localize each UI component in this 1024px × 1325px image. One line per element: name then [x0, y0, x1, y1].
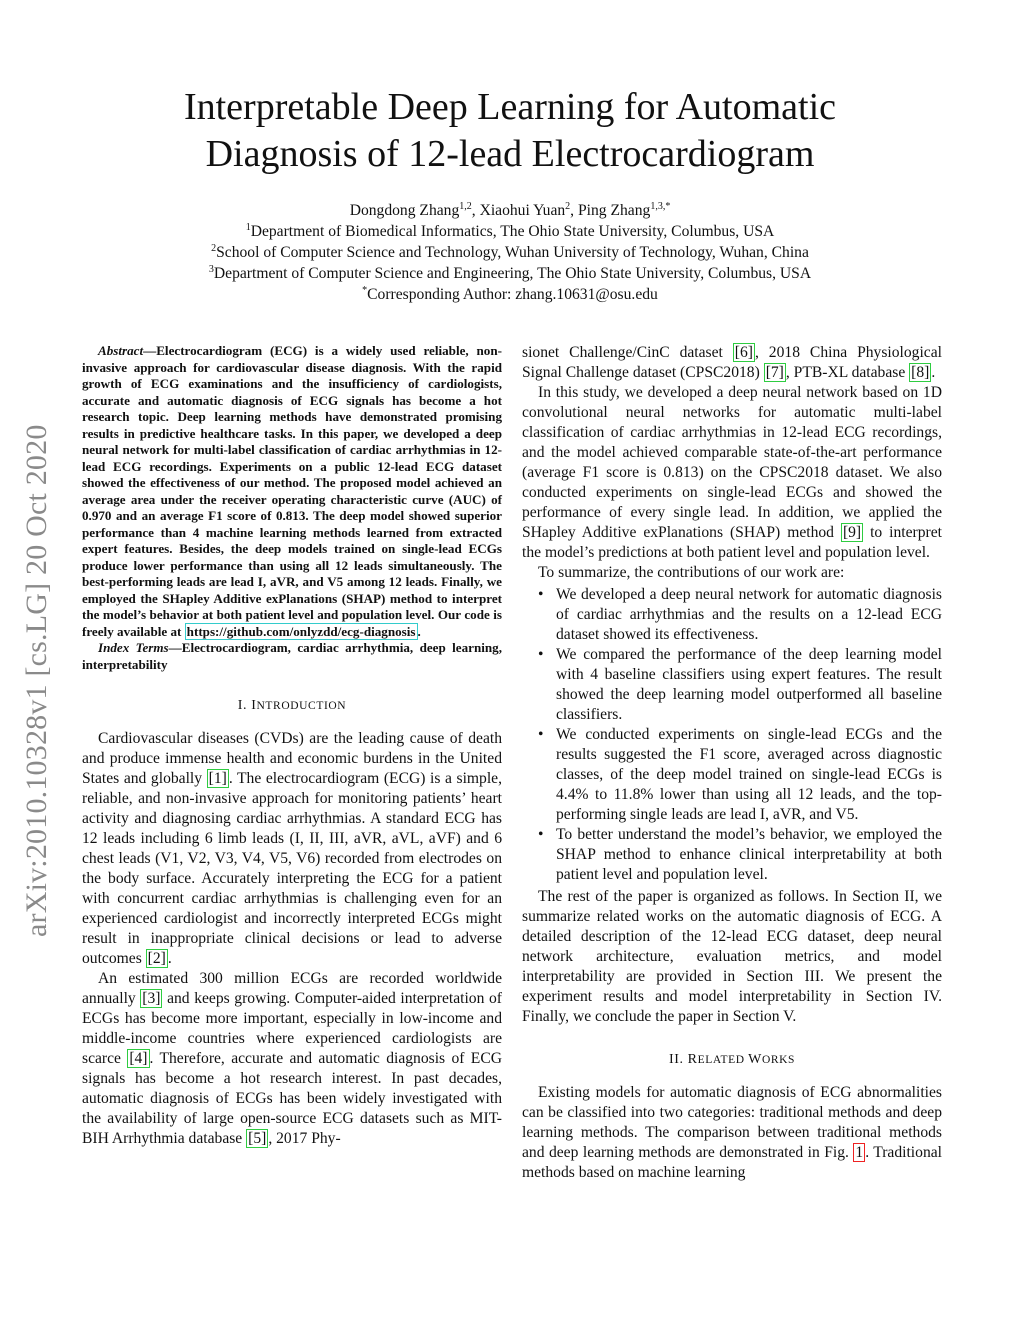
citation-link[interactable]: [3]: [142, 990, 161, 1007]
bullet-icon: •: [538, 646, 544, 663]
text-run: , PTB-XL database: [785, 364, 910, 381]
author-1-sup: 1,2: [459, 200, 472, 212]
title-line-1: Interpretable Deep Learning for Automatic: [183, 86, 837, 128]
intro-paragraph-2-continued: [522, 343, 942, 383]
author-2-sup: 2: [565, 200, 571, 212]
code-repository-link[interactable]: https://github.com/onlyzdd/ecg-diagnosis: [186, 623, 416, 639]
text-run: , 2018 China Physiological Signal Challenge dataset (CPSC2018): [522, 344, 942, 381]
text-run: An estimated 300 million ECGs are recorded worldwide annually: [82, 970, 502, 1007]
citation-link[interactable]: [6]: [734, 344, 753, 361]
citation-link[interactable]: [5]: [248, 1130, 267, 1147]
text-run: to interpret the model’s predictions at both patient level and population level.: [522, 524, 942, 561]
affiliation-1: [110, 221, 910, 242]
affiliation-2-sup: 2: [211, 242, 217, 254]
related-works-paragraph: [522, 1083, 942, 1183]
bullet-icon: •: [538, 726, 544, 743]
text-run: . Traditional methods based on machine learning: [522, 1144, 942, 1181]
affiliation-3-text: Department of Computer Science and Engineering, The Ohio State University, Columbus, USA: [213, 265, 812, 282]
affiliation-2: [110, 242, 910, 263]
title-line-2: Diagnosis of 12-lead Electrocardiogram: [205, 133, 815, 175]
list-item: [522, 645, 942, 725]
affiliation-3-sup: 3: [208, 263, 214, 275]
affiliation-1-sup: 1: [245, 221, 251, 233]
index-terms-text: —Electrocardiogram, cardiac arrhythmia, deep learning, interpretability: [82, 640, 502, 672]
list-item-text: We conducted experiments on single-lead ECGs and the results suggested the F1 score, averaged across diagnostic classes, of the deep model trained on single-lead ECGs is 4.4% to 11.8% lower than using all 12 leads, and the top-performing single leads are lead I, aVR, and V5.: [556, 726, 942, 823]
list-item-text: To better understand the model’s behavior, we employed the SHAP method to enhance clinical interpretability at both patient level and population level.: [556, 826, 942, 883]
arxiv-identifier: arXiv:2010.10328v1 [cs.LG] 20 Oct 2020: [20, 424, 53, 937]
abstract: [82, 343, 502, 673]
corresponding-sup: *: [362, 284, 368, 296]
index-terms-label: Index Terms: [98, 640, 169, 655]
corresponding-text: Corresponding Author: zhang.10631@osu.edu: [367, 286, 658, 303]
citation-link[interactable]: [4]: [129, 1050, 148, 1067]
left-column: [82, 343, 502, 1149]
paper-organization-paragraph: The rest of the paper is organized as follows. In Section II, we summarize related works on the automatic diagnosis of ECG. A detailed description of the 12-lead ECG dataset, deep neural network architecture, evaluation metrics, and model interpretability are provided in Section III. We present the experiment results and model interpretability in Section IV. Finally, we conclude the paper in Section V.: [522, 888, 942, 1025]
section-heading-introduction: [82, 696, 502, 716]
text-run: sionet Challenge/CinC dataset: [522, 344, 733, 361]
list-item: [522, 725, 942, 825]
affiliation-1-text: Department of Biomedical Informatics, The Ohio State University, Columbus, USA: [250, 223, 775, 240]
paper-title: [110, 84, 910, 178]
bullet-icon: •: [538, 586, 544, 603]
related-heading-cap: W: [748, 1052, 762, 1067]
author-3-sup: 1,3,*: [650, 200, 671, 212]
affiliation-3: [110, 263, 910, 284]
text-run: Cardiovascular diseases (CVDs) are the leading cause of death and produce immense health and economic burdens in the United States and globally: [82, 730, 502, 787]
section-heading-related-works: [522, 1050, 942, 1070]
contributions-list: [522, 585, 942, 885]
right-column: [522, 343, 942, 1183]
author-3: Ping Zhang: [577, 202, 651, 219]
abstract-end: .: [417, 623, 421, 639]
bullet-icon: •: [538, 826, 544, 843]
text-run: . Therefore, accurate and automatic diagnosis of ECG signals has become a hot research interest. In past decades, automatic diagnosis of ECGs has been widely investigated with the availability of large open-source ECG datasets such as MIT-BIH Arrhythmia database: [82, 1050, 502, 1147]
text-run: In this study, we developed a deep neural network based on 1D convolutional neural networks for automatic multi-label classification of cardiac arrhythmias in 12-lead ECG recordings, and the model achieved comparable state-of-the-art performance (average F1 score is 0.813) on the CPSC2018 dataset. We also conducted experiments on single-lead ECGs and showed the performance of every single lead. In addition, we applied the SHapley Additive exPlanations (SHAP) method: [522, 384, 942, 541]
list-item: [522, 585, 942, 645]
abstract-paragraph: [82, 343, 502, 640]
citation-link[interactable]: [7]: [765, 364, 784, 381]
author-2: Xiaohui Yuan: [479, 202, 566, 219]
affiliation-2-text: School of Computer Science and Technology, Wuhan University of Technology, Wuhan, China: [216, 244, 809, 261]
author-names: Dongdong Zhang$^{1,2}$, Xiaohui Yuan$^2$, Ping Zhang$^{1,3,*}$: [349, 200, 671, 219]
citation-link[interactable]: [9]: [842, 524, 862, 541]
author-block: [110, 200, 910, 305]
citation-link[interactable]: [8]: [911, 364, 930, 381]
text-run: , 2017 Phy-: [268, 1130, 341, 1147]
text-run: . The electrocardiogram (ECG) is a simple, reliable, and non-invasive approach for monitoring patients’ heart activity and diagnosing cardiac arrhythmias. A standard ECG has 12 leads including 6 limb leads (I, II, III, aVR, aVL, aVF) and 6 chest leads (V1, V2, V3, V4, V5, V6) recorded from electrodes on the body surface. Accurately interpreting the ECG for a patient with concurrent cardiac arrhythmias is challenging even for an experienced cardiologist and incorrectly interpreted ECGs might result in inappropriate clinical decisions or lead to adverse outcomes: [82, 770, 502, 967]
contributions-intro: To summarize, the contributions of our work are:: [538, 564, 845, 581]
intro-paragraph-3: [522, 383, 942, 563]
text-run: .: [931, 364, 936, 381]
text-run: .: [167, 950, 172, 967]
related-heading-text-a: ELATED: [697, 1054, 749, 1066]
intro-heading-number: I. I: [237, 698, 257, 713]
related-heading-number: II. R: [668, 1052, 698, 1067]
related-heading-text-b: ORKS: [761, 1054, 796, 1066]
intro-paragraph-2: [82, 969, 502, 1149]
citation-link[interactable]: [2]: [147, 950, 166, 967]
author-1: Dongdong Zhang: [349, 202, 460, 219]
figure-reference-link[interactable]: 1: [855, 1144, 864, 1161]
list-item-text: We developed a deep neural network for automatic diagnosis of cardiac arrhythmias and the results on a 12-lead ECG dataset showed its effectiveness.: [556, 586, 942, 643]
text-run: and keeps growing. Computer-aided interpretation of ECGs has become more important, especially in low-income and middle-income countries where experienced cardiologists are scarce: [82, 990, 502, 1067]
citation-link[interactable]: [1]: [208, 770, 227, 787]
abstract-label: Abstract: [98, 343, 144, 358]
text-run: Existing models for automatic diagnosis of ECG abnormalities can be classified into two categories: traditional methods and deep learning methods. The comparison between traditional methods and deep learning methods are demonstrated in Fig.: [522, 1084, 942, 1161]
intro-heading-text: NTRODUCTION: [256, 700, 347, 712]
corresponding-author: [110, 284, 910, 305]
abstract-text: —Electrocardiogram (ECG) is a widely used reliable, non-invasive approach for cardiovascular disease diagnosis. With the rapid growth of ECG examinations and the insufficiency of cardiologists, accurate and automatic diagnosis of ECG signals has become a hot research topic. Deep learning methods have demonstrated promising results in predictive healthcare tasks. In this paper, we developed a deep neural network for multi-label classification of cardiac arrhythmias in 12-lead ECG recordings. Experiments on a public 12-lead ECG dataset showed the effectiveness of our method. The proposed model achieved an average area under the receiver operating characteristic curve (AUC) of 0.970 and an average F1 score of 0.813. The deep model showed superior performance than 4 machine learning methods learned from extracted expert features. Besides, the deep models trained on single-lead ECGs produce lower performance than using all 12 leads simultaneously. The best-performing leads are lead I, aVR, and V5 among 12 leads. Finally, we employed the SHapley Additive exPlanations (SHAP) method to interpret the model’s behavior at both patient level and population level. Our code is freely available at: [82, 343, 502, 639]
index-terms: [82, 640, 502, 673]
intro-paragraph-1: [82, 729, 502, 969]
list-item: [522, 825, 942, 885]
list-item-text: We compared the performance of the deep learning model with 4 baseline classifiers using expert features. The result showed the deep learning model outperformed all baseline classifiers.: [556, 646, 942, 723]
